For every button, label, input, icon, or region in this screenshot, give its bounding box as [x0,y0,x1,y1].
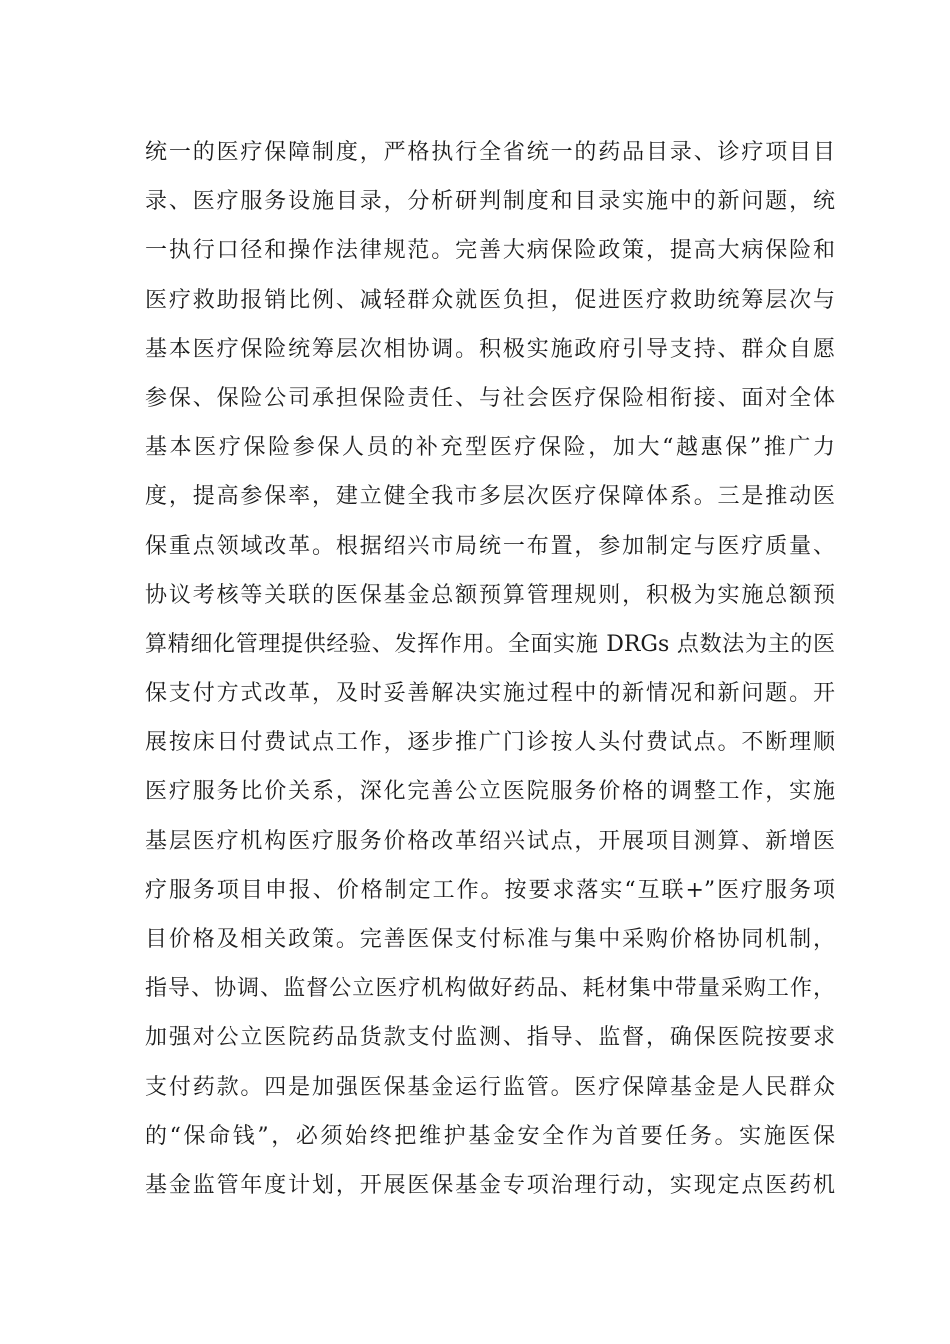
text-line: 基本医疗保险参保人员的补充型医疗保险，加大“越惠保”推广力 [145,435,835,461]
body-text [145,128,835,1210]
text-line: 的“保命钱”，必须始终把维护基金安全作为首要任务。实施医保 [145,1123,835,1149]
text-line: 基本医疗保险统筹层次相协调。积极实施政府引导支持、群众自愿 [145,336,835,362]
text-line: 加强对公立医院药品货款支付监测、指导、监督，确保医院按要求 [145,1025,835,1051]
text-line: 医疗救助报销比例、减轻群众就医负担，促进医疗救助统筹层次与 [145,287,835,313]
text-line: 目价格及相关政策。完善医保支付标准与集中采购价格协同机制， [145,927,835,952]
text-line: 疗服务项目申报、价格制定工作。按要求落实“互联+”医疗服务项 [145,877,835,903]
text-line: 参保、保险公司承担保险责任、与社会医疗保险相衔接、面对全体 [145,385,835,411]
text-line: 保重点领域改革。根据绍兴市局统一布置，参加制定与医疗质量、 [145,533,835,559]
text-line: 统一的医疗保障制度，严格执行全省统一的药品目录、诊疗项目目 [145,140,835,165]
text-line: 度，提高参保率，建立健全我市多层次医疗保障体系。三是推动医 [145,484,835,510]
text-line: 保支付方式改革，及时妥善解决实施过程中的新情况和新问题。开 [145,681,835,707]
text-line: 指导、协调、监督公立医疗机构做好药品、耗材集中带量采购工作， [145,976,835,1002]
text-line: 支付药款。四是加强医保基金运行监管。医疗保障基金是人民群众 [145,1074,835,1100]
text-line: 医疗服务比价关系，深化完善公立医院服务价格的调整工作，实施 [145,779,835,805]
text-line: 录、医疗服务设施目录，分析研判制度和目录实施中的新问题，统 [145,189,835,215]
text-line: 基层医疗机构医疗服务价格改革绍兴试点，开展项目测算、新增医 [145,828,835,854]
text-line: 基金监管年度计划，开展医保基金专项治理行动，实现定点医药机 [145,1172,835,1198]
text-line: 展按床日付费试点工作，逐步推广门诊按人头付费试点。不断理顺 [145,730,835,756]
text-line: 算精细化管理提供经验、发挥作用。全面实施 DRGs 点数法为主的医 [145,631,835,657]
text-line: 协议考核等关联的医保基金总额预算管理规则，积极为实施总额预 [145,582,835,608]
text-line: 一执行口径和操作法律规范。完善大病保险政策，提高大病保险和 [145,238,835,264]
